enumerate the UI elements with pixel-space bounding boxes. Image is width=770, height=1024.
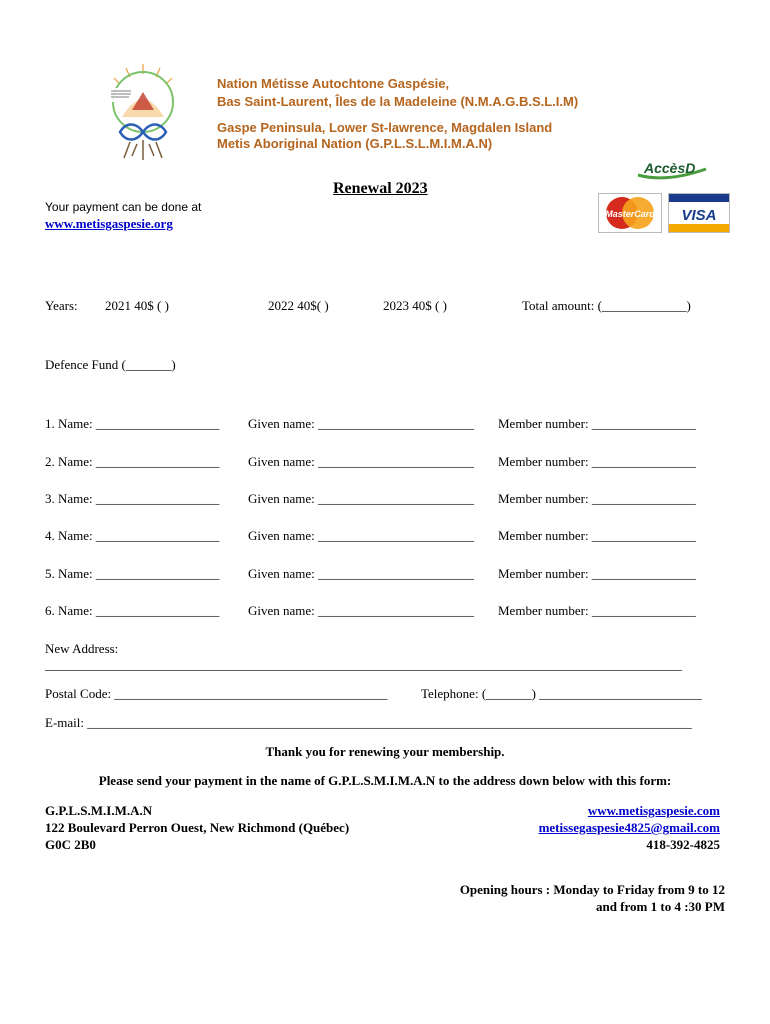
member-given-name-field[interactable]: Given name: ________________________ xyxy=(248,491,475,506)
member-name-field[interactable]: 3. Name: ___________________ xyxy=(45,491,220,506)
new-address-field[interactable]: __________________________________________________________________________________________________ xyxy=(45,657,682,672)
acces-d-text: AccèsD xyxy=(644,160,696,176)
mastercard-text: MasterCard xyxy=(605,209,655,219)
member-given-name-field[interactable]: Given name: ________________________ xyxy=(248,528,475,543)
member-number-field[interactable]: Member number: ________________ xyxy=(498,491,696,506)
opening-hours-line-1: Opening hours : Monday to Friday from 9 to 12 xyxy=(459,882,725,897)
acces-d-logo xyxy=(636,153,720,183)
phone-number: 418-392-4825 xyxy=(646,837,720,852)
member-number-field[interactable]: Member number: ________________ xyxy=(498,528,696,543)
org-street: 122 Boulevard Perron Ouest, New Richmond (Québec) xyxy=(45,820,350,835)
member-name-field[interactable]: 2. Name: ___________________ xyxy=(45,454,220,469)
payment-instruction: Please send your payment in the name of G.P.L.S.M.I.M.A.N to the address down below with this form: xyxy=(98,773,672,788)
header-line-4: Metis Aboriginal Nation (G.P.L.S.L.M.I.M.A.N) xyxy=(217,136,493,151)
member-given-name-field[interactable]: Given name: ________________________ xyxy=(248,454,475,469)
member-name-field[interactable]: 6. Name: ___________________ xyxy=(45,603,220,618)
member-number-field[interactable]: Member number: ________________ xyxy=(498,566,696,581)
member-given-name-field[interactable]: Given name: ________________________ xyxy=(248,603,475,618)
member-number-field[interactable]: Member number: ________________ xyxy=(498,454,696,469)
member-name-field[interactable]: 4. Name: ___________________ xyxy=(45,528,220,543)
payment-note: Your payment can be done at xyxy=(45,200,202,214)
year-2021-option[interactable]: 2021 40$ ( ) xyxy=(105,298,169,313)
visa-text: VISA xyxy=(681,207,717,224)
payment-link[interactable]: www.metisgaspesie.org xyxy=(45,216,173,231)
member-given-name-field[interactable]: Given name: ________________________ xyxy=(248,416,475,431)
telephone-field[interactable]: Telephone: (_______) _________________________ xyxy=(421,686,702,701)
total-amount-field[interactable]: Total amount: (_____________) xyxy=(522,298,691,313)
opening-hours-line-2: and from 1 to 4 :30 PM xyxy=(595,899,725,914)
email-link[interactable]: metissegaspesie4825@gmail.com xyxy=(538,820,720,835)
new-address-label: New Address: xyxy=(45,641,119,656)
member-given-name-field[interactable]: Given name: ________________________ xyxy=(248,566,475,581)
thank-you-message: Thank you for renewing your membership. xyxy=(265,744,505,759)
member-name-field[interactable]: 5. Name: ___________________ xyxy=(45,566,220,581)
member-number-field[interactable]: Member number: ________________ xyxy=(498,416,696,431)
header-line-3: Gaspe Peninsula, Lower St-lawrence, Magdalen Island xyxy=(217,120,553,135)
years-label: Years: xyxy=(45,298,78,313)
year-2023-option[interactable]: 2023 40$ ( ) xyxy=(383,298,447,313)
visa-logo xyxy=(668,193,730,233)
org-name: G.P.L.S.M.I.M.A.N xyxy=(45,803,153,818)
organization-logo xyxy=(102,62,184,162)
header-line-2: Bas Saint-Laurent, Îles de la Madeleine (N.M.A.G.B.S.L.I.M) xyxy=(217,94,579,109)
member-name-field[interactable]: 1. Name: ___________________ xyxy=(45,416,220,431)
org-postal-code: G0C 2B0 xyxy=(45,837,96,852)
page-title: Renewal 2023 xyxy=(333,180,428,197)
email-field[interactable]: E-mail: _____________________________________________________________________________________________ xyxy=(45,715,692,730)
website-link[interactable]: www.metisgaspesie.com xyxy=(587,803,720,818)
defence-fund-field[interactable]: Defence Fund (_______) xyxy=(45,357,176,372)
postal-code-field[interactable]: Postal Code: __________________________________________ xyxy=(45,686,388,701)
year-2022-option[interactable]: 2022 40$( ) xyxy=(268,298,329,313)
member-number-field[interactable]: Member number: ________________ xyxy=(498,603,696,618)
header-line-1: Nation Métisse Autochtone Gaspésie, xyxy=(217,76,450,91)
mastercard-logo xyxy=(598,193,662,233)
